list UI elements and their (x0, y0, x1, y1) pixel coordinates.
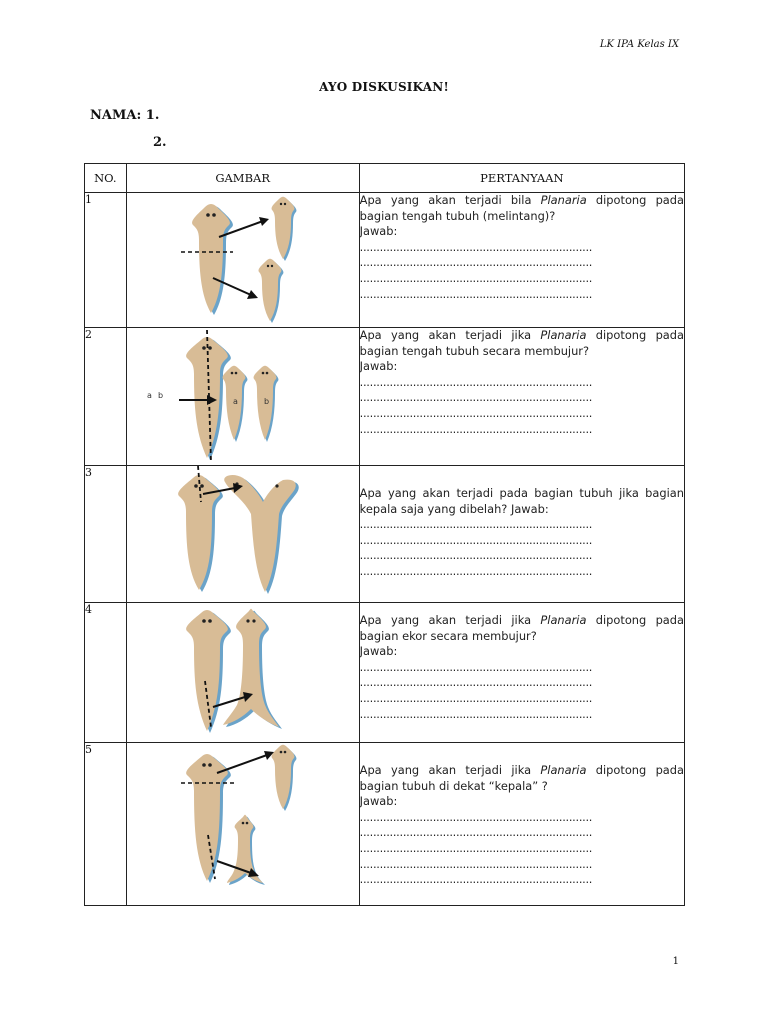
jawab-label: Jawab: (359, 224, 398, 239)
planaria-image-5 (126, 743, 359, 906)
header-gambar: GAMBAR (126, 164, 359, 193)
answer-line[interactable]: ...................................................................... (359, 675, 593, 690)
planaria-head-cut-figure (127, 743, 359, 905)
question-text: Apa yang akan terjadi bila Planaria dipotong pada bagian tengah tubuh (melintang)? (359, 193, 684, 223)
planaria-transverse-cut-figure (127, 193, 359, 327)
table-row (85, 328, 685, 466)
answer-line[interactable]: ...................................................................... (359, 255, 593, 270)
planaria-image-1 (126, 193, 359, 328)
answer-line[interactable]: ...................................................................... (359, 563, 593, 578)
answer-line[interactable]: ...................................................................... (359, 532, 593, 547)
worksheet-table (84, 163, 685, 906)
header-no: NO. (85, 164, 127, 193)
header-pertanyaan: PERTANYAAN (359, 164, 684, 193)
table-row (85, 603, 685, 743)
header-subject: LK IPA Kelas IX (599, 39, 679, 50)
answer-line[interactable]: ...................................................................... (359, 809, 593, 824)
planaria-head-split-figure (127, 466, 359, 602)
table-row (85, 193, 685, 328)
answer-line[interactable]: ...................................................................... (359, 840, 593, 855)
question-cell-2 (359, 328, 684, 466)
answer-line[interactable]: ...................................................................... (359, 872, 593, 887)
answer-line[interactable]: ...................................................................... (359, 856, 593, 871)
row-number: 3 (85, 466, 127, 603)
answer-line[interactable]: ...................................................................... (359, 390, 593, 405)
row-number: 1 (85, 193, 127, 328)
planaria-image-3 (126, 466, 359, 603)
question-text: Apa yang akan terjadi jika Planaria dipotong pada bagian tengah tubuh secara membujur? (359, 328, 684, 358)
answer-line[interactable]: ...................................................................... (359, 825, 593, 840)
page-title: AYO DISKUSIKAN! (319, 80, 449, 94)
jawab-label: Jawab: (359, 359, 398, 374)
table-row (85, 466, 685, 603)
answer-line[interactable]: ...................................................................... (359, 239, 593, 254)
planaria-tail-split-figure (127, 603, 359, 742)
row-number: 2 (85, 328, 127, 466)
answer-line[interactable]: ...................................................................... (359, 374, 593, 389)
name-label-1: NAMA: 1. (90, 108, 160, 123)
table-row (85, 743, 685, 906)
answer-line[interactable]: ...................................................................... (359, 405, 593, 420)
jawab-label: Jawab: (359, 644, 398, 659)
answer-line[interactable]: ...................................................................... (359, 517, 593, 532)
question-cell-1 (359, 193, 684, 328)
row-number: 5 (85, 743, 127, 906)
question-text: Apa yang akan terjadi pada bagian tubuh jika bagian kepala saja yang dibelah? Jawab: (359, 486, 684, 516)
label-a-left: a (146, 391, 152, 400)
jawab-label: Jawab: (359, 794, 398, 809)
planaria-image-2 (126, 328, 359, 466)
label-b-right: b (263, 397, 269, 406)
table-header-row (85, 164, 685, 193)
answer-line[interactable]: ...................................................................... (359, 706, 593, 721)
answer-line[interactable]: ...................................................................... (359, 270, 593, 285)
row-number: 4 (85, 603, 127, 743)
planaria-longitudinal-cut-figure (127, 328, 359, 465)
label-a-right: a (232, 397, 238, 406)
question-text: Apa yang akan terjadi jika Planaria dipotong pada bagian tubuh di dekat “kepala” ? (359, 763, 684, 793)
page-number: 1 (672, 956, 679, 967)
question-cell-5 (359, 743, 684, 906)
answer-line[interactable]: ...................................................................... (359, 659, 593, 674)
answer-line[interactable]: ...................................................................... (359, 286, 593, 301)
answer-line[interactable]: ...................................................................... (359, 548, 593, 563)
label-b-left: b (157, 391, 163, 400)
name-label-2: 2. (153, 135, 167, 150)
question-cell-4 (359, 603, 684, 743)
planaria-image-4 (126, 603, 359, 743)
question-cell-3 (359, 466, 684, 603)
question-text: Apa yang akan terjadi jika Planaria dipotong pada bagian ekor secara membujur? (359, 613, 684, 643)
answer-line[interactable]: ...................................................................... (359, 421, 593, 436)
answer-line[interactable]: ...................................................................... (359, 690, 593, 705)
